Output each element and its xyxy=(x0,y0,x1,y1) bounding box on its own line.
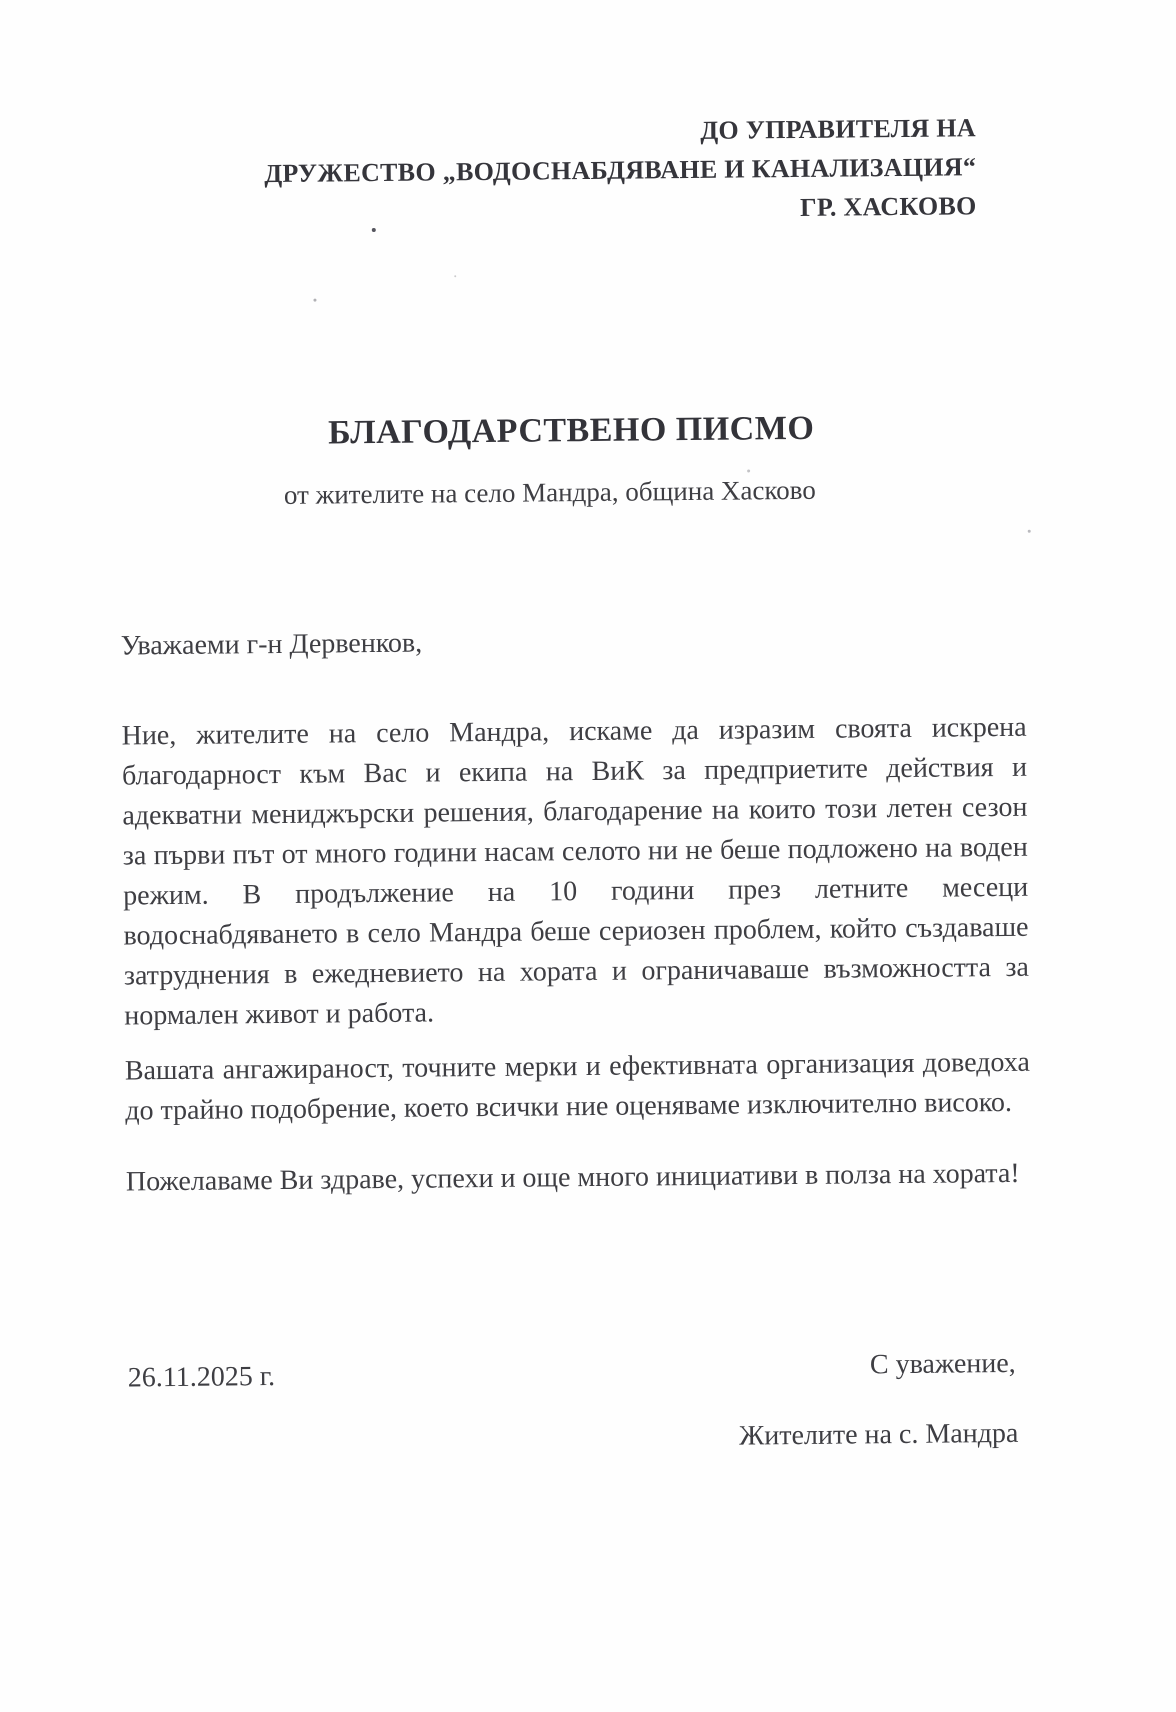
scan-speck xyxy=(747,469,750,472)
letter-date: 26.11.2025 г. xyxy=(127,1361,276,1394)
paragraph-improvement: Вашата ангажираност, точните мерки и ефективната организация доведоха до трайно подобрение, което всички ние оценяваме изключително високо. xyxy=(124,1046,1030,1127)
paragraph-gratitude: Ние, жителите на село Мандра, искаме да изразим своята искрена благодарност към Вас и екипа на ВиК за предприетите действия и адекватни мениджърски решения, благодарение на които този летен сезон за първи път от много години насам селото ни не беше подложено на воден режим. В продължение на 10 години през летните месеци водоснабдяването в село Мандра беше сериозен проблем, който създаваше затруднения в ежедневието на хората и ограничаваше възможността за нормален живот и работа. xyxy=(121,711,1030,1032)
scan-speck xyxy=(372,228,376,232)
closing-phrase: С уважение, xyxy=(869,1347,1016,1381)
recipient-block xyxy=(264,108,977,232)
scan-speck xyxy=(313,299,316,302)
letter-subtitle: от жителите на село Мандра, община Хасково xyxy=(283,474,816,510)
recipient-line-3: ГР. ХАСКОВО xyxy=(799,191,977,222)
scan-speck xyxy=(1028,530,1031,533)
paragraph-wishes: Пожелаваме Ви здраве, успехи и още много инициативи в полза на хората! xyxy=(125,1157,1020,1198)
letter-title: БЛАГОДАРСТВЕНО ПИСМО xyxy=(327,409,815,452)
recipient-line-1: ДО УПРАВИТЕЛЯ НА xyxy=(700,113,976,145)
scan-speck xyxy=(454,275,456,277)
signature: Жителите на с. Мандра xyxy=(739,1417,1019,1452)
salutation: Уважаеми г-н Дервенков, xyxy=(120,627,423,662)
recipient-line-2: ДРУЖЕСТВО „ВОДОСНАБДЯВАНЕ И КАНАЛИЗАЦИЯ“ xyxy=(264,152,977,189)
letter-body xyxy=(121,708,1031,1218)
